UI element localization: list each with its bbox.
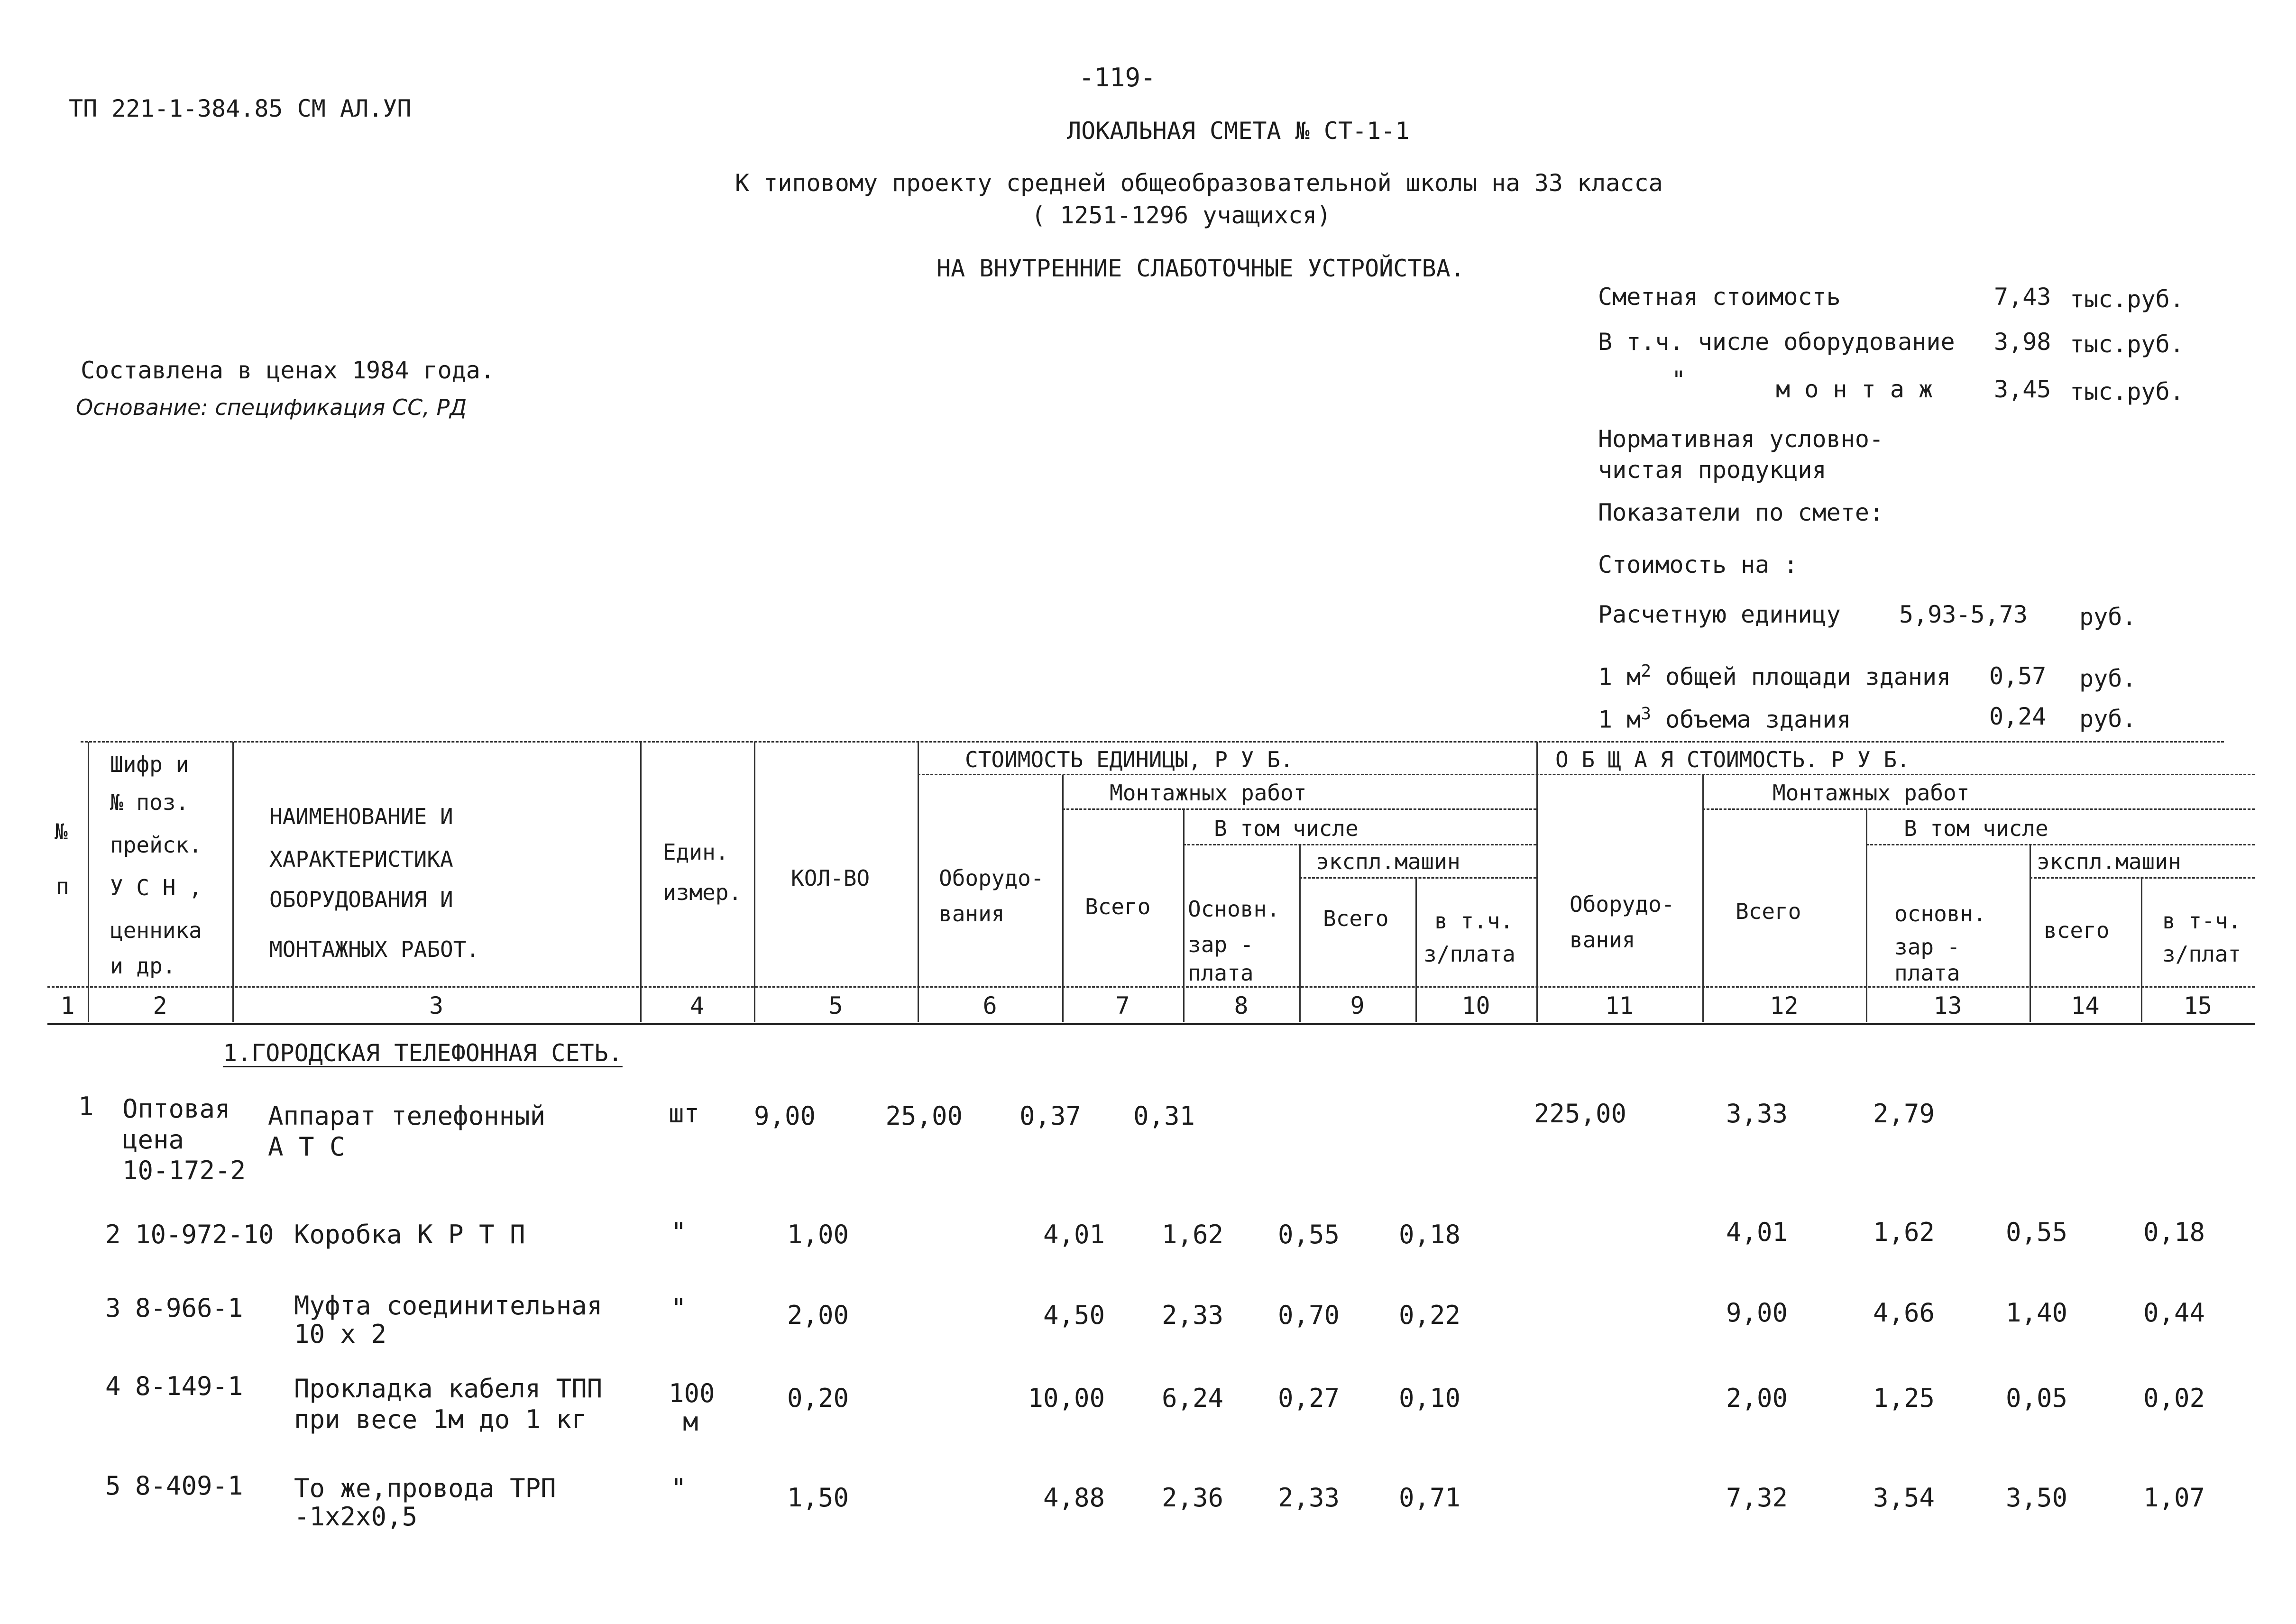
col10-header-1: в т.ч.: [1434, 908, 1514, 934]
row-quantity: 2,00: [787, 1300, 849, 1330]
col-sep-7: [1183, 810, 1185, 1022]
row-quantity: 0,20: [787, 1383, 849, 1413]
col-number-2: 2: [153, 992, 167, 1019]
col-sep-12: [1866, 810, 1867, 1022]
col1-header-a: №: [55, 819, 68, 844]
col-sep-1: [88, 742, 89, 1022]
volume-label: [1598, 699, 1851, 734]
row-number: 2: [105, 1220, 121, 1249]
row-c9: 2,33: [1277, 1483, 1340, 1513]
row-c15: 0,44: [2143, 1298, 2205, 1328]
header-line-b: [1062, 808, 1536, 810]
machines-header-unit: экспл.машин: [1316, 849, 1460, 874]
col-number-10: 10: [1461, 992, 1490, 1019]
row-c13: 4,66: [1873, 1298, 1935, 1328]
row-c11: 225,00: [1534, 1099, 1626, 1129]
row-c6: 25,00: [885, 1101, 963, 1131]
header-line-d: [1299, 877, 1536, 879]
header-line-c2: [1866, 844, 2255, 845]
row-code-line: 8-966-1: [135, 1293, 243, 1323]
col3-header-4: МОНТАЖНЫХ РАБОТ.: [269, 936, 480, 962]
col6-header-2: вания: [939, 901, 1005, 927]
row-name-line: Муфта соединительная: [294, 1291, 603, 1321]
col-number-3: 3: [429, 992, 444, 1019]
row-c14: 0,05: [2005, 1383, 2067, 1413]
section-title: 1.ГОРОДСКАЯ ТЕЛЕФОННАЯ СЕТЬ.: [223, 1039, 623, 1067]
col4-header-2: измер.: [663, 880, 742, 905]
in-that-number-unit: В том числе: [1214, 816, 1359, 841]
cost-per-label: Стоимость на :: [1598, 551, 1798, 578]
row-c13: 1,62: [1873, 1217, 1935, 1247]
volume-rub: руб.: [2079, 705, 2137, 733]
area-label: [1598, 657, 1951, 692]
col5-header: КОЛ-ВО: [791, 865, 870, 891]
calc-unit-value: 5,93-5,73: [1899, 601, 2028, 628]
col4-header-1: Един.: [663, 839, 729, 865]
col-number-12: 12: [1770, 992, 1799, 1019]
col3-header-2: ХАРАКТЕРИСТИКА: [269, 846, 453, 872]
row-number: 3: [105, 1293, 121, 1323]
row-c15: 1,07: [2143, 1483, 2205, 1513]
installation-value: 3,45: [1994, 376, 2051, 403]
row-c10: 0,10: [1398, 1383, 1460, 1413]
row-unit: 100: [669, 1378, 715, 1408]
row-c13: 1,25: [1873, 1383, 1935, 1413]
volume-label-b: объема здания: [1651, 706, 1851, 734]
row-code-line: 10-972-10: [135, 1220, 274, 1249]
subtitle-line-3: НА ВНУТРЕННИЕ СЛАБОТОЧНЫЕ УСТРОЙСТВА.: [937, 255, 1465, 282]
row-code-line: 8-149-1: [135, 1371, 243, 1401]
col-sep-4: [754, 742, 755, 1022]
row-quantity: 1,00: [787, 1220, 849, 1249]
col13-header-2: зар -: [1894, 934, 1960, 960]
row-unit: ": [671, 1473, 687, 1503]
row-c14: 1,40: [2005, 1298, 2067, 1328]
row-name-line: 10 х 2: [294, 1319, 387, 1349]
install-works-header-total: Монтажных работ: [1773, 780, 1970, 806]
col2-header-5: ценника: [110, 918, 202, 943]
row-c9: 0,55: [1277, 1220, 1340, 1249]
row-code-line: Оптовая: [122, 1094, 230, 1124]
row-c7: 4,88: [1043, 1483, 1105, 1513]
document-code: ТП 221-1-384.85 СМ АЛ.УП: [69, 95, 412, 122]
calc-unit-rub: руб.: [2079, 603, 2137, 631]
install-works-header-unit: Монтажных работ: [1110, 780, 1307, 806]
row-c10: 0,71: [1398, 1483, 1460, 1513]
row-c7: 4,50: [1043, 1300, 1105, 1330]
row-name-line: Аппарат телефонный: [268, 1101, 546, 1131]
row-code-line: 10-172-2: [122, 1156, 246, 1185]
col8-header-2: зар -: [1188, 932, 1254, 957]
col-sep-2: [232, 742, 234, 1022]
volume-label-a: 1 м: [1598, 706, 1641, 734]
header-line-c: [1183, 844, 1536, 845]
numbers-bottom-line: [47, 1023, 2255, 1025]
row-name-line: -1х2х0,5: [294, 1502, 418, 1532]
area-label-b: общей площади здания: [1651, 663, 1951, 691]
row-unit: ": [671, 1217, 687, 1247]
col3-header-3: ОБОРУДОВАНИЯ И: [269, 887, 453, 912]
row-c8: 0,31: [1133, 1101, 1195, 1131]
row-name-line: То же,провода ТРП: [294, 1473, 556, 1503]
row-name-line: А Т С: [268, 1132, 345, 1162]
row-code-line: 8-409-1: [135, 1471, 243, 1501]
row-unit: шт: [669, 1099, 700, 1129]
header-line-a: [918, 774, 2255, 775]
row-unit: м: [683, 1407, 698, 1437]
row-name-line: Коробка К Р Т П: [294, 1220, 525, 1249]
row-c8: 2,33: [1161, 1300, 1223, 1330]
estimate-title: ЛОКАЛЬНАЯ СМЕТА № СТ-1-1: [1067, 117, 1410, 145]
row-c12: 9,00: [1726, 1298, 1788, 1328]
col-number-13: 13: [1933, 992, 1962, 1019]
row-quantity: 9,00: [753, 1101, 816, 1131]
col-number-14: 14: [2071, 992, 2100, 1019]
page-number: -119-: [1079, 63, 1156, 92]
col-number-5: 5: [828, 992, 843, 1019]
col7-header: Всего: [1085, 894, 1151, 919]
row-code-line: цена: [122, 1125, 184, 1155]
col-sep-10: [1536, 742, 1538, 1022]
row-number: 1: [78, 1092, 94, 1121]
area-sup: 2: [1641, 661, 1651, 681]
basis-note: Основание: спецификация СС, РД: [76, 395, 467, 420]
row-c12: 2,00: [1726, 1383, 1788, 1413]
col-sep-6: [1062, 775, 1064, 1022]
estimated-cost-label: Сметная стоимость: [1598, 283, 1841, 311]
row-c13: 2,79: [1873, 1099, 1935, 1129]
col6-header-1: Оборудо-: [939, 865, 1044, 891]
equipment-label: В т.ч. числе оборудование: [1598, 328, 1955, 356]
area-rub: руб.: [2079, 665, 2137, 692]
col-number-15: 15: [2183, 992, 2213, 1019]
col2-header-6: и др.: [110, 953, 176, 979]
installation-label: м о н т а ж: [1776, 376, 1933, 403]
equipment-value: 3,98: [1994, 328, 2051, 356]
col2-header-3: прейск.: [110, 832, 202, 858]
header-line-b2: [1702, 808, 2255, 810]
col15-header-2: з/плат: [2162, 941, 2241, 967]
total-cost-header: О Б Щ А Я СТОИМОСТЬ. Р У Б.: [1555, 747, 1910, 772]
col-number-1: 1: [60, 992, 75, 1019]
col8-header-1: Основн.: [1188, 896, 1280, 922]
row-c10: 0,22: [1398, 1300, 1460, 1330]
col2-header-1: Шифр и: [110, 752, 189, 777]
estimated-cost-unit: тыс.руб.: [2070, 285, 2184, 313]
row-c14: 3,50: [2005, 1483, 2067, 1513]
row-c12: 7,32: [1726, 1483, 1788, 1513]
col12-header: Всего: [1736, 899, 1801, 924]
normative-line-1: Нормативная условно-: [1598, 425, 1884, 453]
subtitle-line-2: ( 1251-1296 учащихся): [1031, 202, 1332, 229]
volume-sup: 3: [1641, 704, 1651, 724]
row-c12: 3,33: [1726, 1099, 1788, 1129]
col-number-4: 4: [689, 992, 705, 1019]
row-c13: 3,54: [1873, 1483, 1935, 1513]
row-c14: 0,55: [2005, 1217, 2067, 1247]
col9-header: Всего: [1323, 906, 1389, 931]
row-c10: 0,18: [1398, 1220, 1460, 1249]
row-name-line: Прокладка кабеля ТПП: [294, 1374, 603, 1404]
indicators-label: Показатели по смете:: [1598, 499, 1884, 526]
row-number: 5: [105, 1471, 121, 1501]
normative-line-2: чистая продукция: [1598, 456, 1827, 484]
col11-header-1: Оборудо-: [1570, 891, 1675, 917]
area-value: 0,57: [1989, 662, 2047, 690]
col8-header-3: плата: [1188, 960, 1254, 986]
subtitle-line-1: К типовому проекту средней общеобразовательной школы на 33 класса: [735, 169, 1663, 197]
row-c15: 0,18: [2143, 1217, 2205, 1247]
row-c12: 4,01: [1726, 1217, 1788, 1247]
row-c15: 0,02: [2143, 1383, 2205, 1413]
row-c8: 1,62: [1161, 1220, 1223, 1249]
col2-header-4: У С Н ,: [110, 875, 202, 900]
table-top-line: [81, 741, 2224, 743]
col2-header-2: № поз.: [110, 789, 189, 815]
col-sep-5: [918, 742, 919, 1022]
row-unit: ": [671, 1293, 687, 1323]
col11-header-2: вания: [1570, 927, 1635, 953]
calc-unit-label: Расчетную единицу: [1598, 601, 1841, 628]
installation-unit: тыс.руб.: [2070, 378, 2184, 405]
col-number-9: 9: [1350, 992, 1365, 1019]
machines-header-total: экспл.машин: [2037, 849, 2181, 874]
row-c7: 4,01: [1043, 1220, 1105, 1249]
in-that-number-total: В том числе: [1904, 816, 2048, 841]
row-c8: 2,36: [1161, 1483, 1223, 1513]
col1-header-b: п: [56, 873, 69, 899]
row-c7: 10,00: [1028, 1383, 1105, 1413]
col-number-7: 7: [1115, 992, 1130, 1019]
col-number-8: 8: [1234, 992, 1249, 1019]
row-c9: 0,70: [1277, 1300, 1340, 1330]
equipment-unit: тыс.руб.: [2070, 330, 2184, 358]
row-number: 4: [105, 1371, 121, 1401]
row-c8: 6,24: [1161, 1383, 1223, 1413]
volume-value: 0,24: [1989, 703, 2047, 730]
col-sep-11: [1702, 775, 1704, 1022]
col-number-11: 11: [1605, 992, 1634, 1019]
row-quantity: 1,50: [787, 1483, 849, 1513]
ditto-mark: ": [1671, 366, 1686, 394]
col3-header-1: НАИМЕНОВАНИЕ И: [269, 804, 453, 829]
row-name-line: при весе 1м до 1 кг: [294, 1404, 587, 1434]
col14-header: всего: [2044, 918, 2110, 943]
estimated-cost-value: 7,43: [1994, 283, 2051, 311]
unit-cost-header: СТОИМОСТЬ ЕДИНИЦЫ, Р У Б.: [965, 747, 1294, 772]
col15-header-1: в т-ч.: [2162, 908, 2241, 934]
col-number-6: 6: [983, 992, 997, 1019]
prices-basis: Составлена в ценах 1984 года.: [81, 357, 495, 384]
row-c7: 0,37: [1019, 1101, 1081, 1131]
col10-header-2: з/плата: [1424, 941, 1515, 967]
row-c9: 0,27: [1277, 1383, 1340, 1413]
col13-header-1: основн.: [1894, 901, 1986, 927]
col13-header-3: плата: [1894, 960, 1960, 986]
area-label-a: 1 м: [1598, 663, 1641, 691]
col-sep-3: [640, 742, 642, 1022]
